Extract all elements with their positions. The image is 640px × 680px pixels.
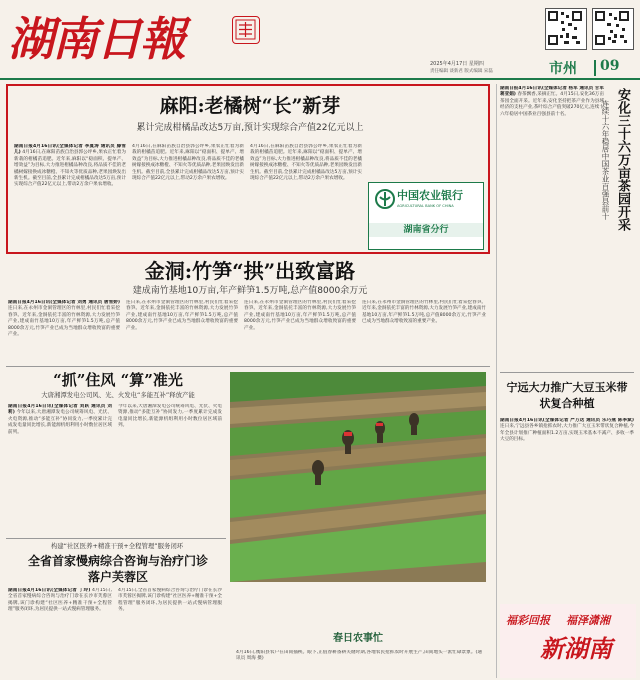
masthead-rule — [0, 78, 640, 80]
lead-headline: 麻阳:老橘树“长”新芽 — [159, 95, 341, 117]
story4-body-text: 4月15日,全省首家慢病综合咨询与治疗门诊在长沙市芙蓉区揭牌,该门诊构建“社区医养+精准干预+全程管理”服务闭环,为居民提供一站式慢病管理服务。 — [118, 588, 222, 613]
section-name: 市州 — [549, 61, 577, 77]
lead-subhead: 累计完成柑橘品改达5万亩,预计实现综合产值22亿元以上 — [136, 123, 364, 133]
story2-body-col3 — [244, 300, 356, 362]
bank-advertisement — [368, 182, 484, 250]
section-divider — [594, 60, 596, 76]
lead-body-text: 4月16日,在麻阳苗族自治县郭公坪乡,果农正忙着为新栽的柑橘苗追肥。近年来,麻阳以“稳面积、提单产、增效益”为目标,大力推进柑橘品种改良,将品质不佳的老橘树嫁接换成冰糖橙、不知火等优质品种,老果园焕发出新生机。截至目前,全县累计完成柑橘品改达5万亩,预计实现综合产值22亿元以上,带动2万余户果农增收。 — [14, 150, 126, 188]
newspaper-logo: 湖南日報 — [8, 12, 184, 66]
story2-body-col4 — [362, 300, 486, 362]
story2-dateline: 湖南日报4月16日讯(全媒体记者 刘勇 通讯员 唐雪娇) — [8, 300, 120, 305]
story2-body-text: 连日来,在永州市金洞管理区的竹林里,村民们忙着采挖春笋。近年来,金洞依托丰富的竹林资源,大力发展竹笋产业,建成南竹基地10万亩,年产鲜笋1.5万吨,总产值8000余万元,竹笋产业已成为当地群众增收致富的重要产业。 — [126, 300, 238, 331]
bank-name-english: AGRICULTURAL BANK OF CHINA — [397, 204, 454, 208]
section-divider — [6, 538, 226, 539]
story2-body-col1 — [8, 300, 120, 362]
story4-dateline: 湖南日报4月16日讯(全媒体记者 丁玲) — [8, 588, 91, 593]
story2-subhead: 建成南竹基地10万亩,年产鲜笋1.5万吨,总产值8000余万元 — [132, 286, 368, 296]
masthead — [0, 0, 640, 78]
story4-body-col2 — [118, 588, 222, 676]
lead-body-text: 4月16日,在麻阳苗族自治县郭公坪乡,果农正忙着为新栽的柑橘苗追肥。近年来,麻阳以“稳面积、提单产、增效益”为目标,大力推进柑橘品种改良,将品质不佳的老橘树嫁接换成冰糖橙、不知火等优质品种,老果园焕发出新生机。截至目前,全县累计完成柑橘品改达5万亩,预计实现综合产值22亿元以上,带动2万余户果农增收。 — [132, 144, 244, 182]
lead-body-text: 4月16日,在麻阳苗族自治县郭公坪乡,果农正忙着为新栽的柑橘苗追肥。近年来,麻阳以“稳面积、提单产、增效益”为目标,大力推进柑橘品种改良,将品质不佳的老橘树嫁接换成冰糖橙、不知火等优质品种,老果园焕发出新生机。截至目前,全县累计完成柑橘品改达5万亩,预计实现综合产值22亿元以上,带动2万余户果农增收。 — [250, 144, 362, 182]
story4-headline: 全省首家慢病综合咨询与治疗门诊落户芙蓉区 — [28, 554, 209, 584]
story4-kicker: 构建“社区医养+精准干预+全程管理”服务闭环 — [50, 542, 184, 550]
story2-headline: 金洞:竹笋“拱”出致富路 — [144, 259, 356, 283]
story3-body-col2 — [118, 404, 222, 534]
seal-logo — [232, 16, 260, 44]
photo-caption: 4月16日,衡阳县农户在田间插秧。眼下,正值春耕备耕关键时期,各地农民抢抓农时开展生产,田间地头一派忙碌景象。(通讯员 周海 摄) — [236, 650, 482, 662]
farming-photo-image — [230, 372, 486, 582]
story3-body-text: 今年以来,大唐湘潭发电公司统筹风电、光伏、火电资源,推动“多能互补”协同发力,一季度累计完成发电量同比增长,新能源机组利用小时数位居区域前列。 — [118, 404, 222, 429]
column-divider — [496, 84, 497, 678]
story6-body — [500, 418, 634, 598]
story4-body-text: 4月15日,全省首家慢病综合咨询与治疗门诊在长沙市芙蓉区揭牌,该门诊构建“社区医养+精准干预+全程管理”服务闭环,为居民提供一站式慢病管理服务。 — [8, 588, 112, 613]
qr-code-icon — [592, 8, 634, 50]
story6-body-text: 连日来,宁远县各乡镇抢抓农时,大力推广大豆玉米带状复合种植,今年全县计划推广种植面积1.2万亩,实现玉米基本不减产、多收一季大豆的目标。 — [500, 424, 634, 443]
story5-body-col1 — [500, 86, 604, 368]
promo-line1: 福彩回报 — [506, 614, 550, 627]
bank-logo-icon — [375, 189, 395, 209]
story3-body-col1 — [8, 404, 112, 534]
story5-dateline: 湖南日报4月16日讯(全媒体记者 杨军 通讯员 甘军 蒋亚娟) — [500, 86, 604, 98]
photo-title: 春日农事忙 — [333, 633, 383, 644]
story2-body-text: 连日来,在永州市金洞管理区的竹林里,村民们忙着采挖春笋。近年来,金洞依托丰富的竹林资源,大力发展竹笋产业,建成南竹基地10万亩,年产鲜笋1.5万吨,总产值8000余万元,竹笋产业已成为当地群众增收致富的重要产业。 — [244, 300, 356, 331]
qr-code-icon — [545, 8, 587, 50]
lead-body-col3 — [250, 144, 362, 248]
story3-subhead: 大唐湘潭发电公司风、光、火发电“多能互补”释放产能 — [41, 391, 195, 399]
promo-brand: 新湖南 — [540, 634, 612, 663]
story6-headline: 宁远大力推广大豆玉米带状复合种植 — [506, 381, 628, 410]
promo-banner — [500, 604, 636, 678]
bank-name: 中国农业银行 — [397, 189, 463, 202]
page-number: 09 — [600, 58, 620, 74]
story5-body-text: 春茶飘香,采摘正忙。4月15日,安化36万亩茶园全面开采。近年来,安化坚持把茶产业作为县域经济的支柱产业,茶叶综合产值突破270亿元,连续十六年稳居中国茶业百强县前十名。 — [500, 92, 604, 117]
promo-line2: 福泽潇湘 — [566, 614, 610, 627]
section-divider — [500, 372, 634, 373]
editor-line: 责任编辑 谈新君 版式编辑 宋磊 — [430, 69, 493, 74]
date-line: 2025年4月17日 星期四 — [430, 61, 484, 67]
story3-headline: “抓”住风 “算”准光 — [53, 371, 183, 389]
story3-dateline: 湖南日报4月16日讯(全媒体记者 刘跃 通讯员 刘莉) — [8, 404, 112, 416]
lead-body-col2 — [132, 144, 244, 248]
story6-dateline: 湖南日报4月16日讯(全媒体记者 严万达 通讯员 乐巧燕 陈李斌) — [500, 418, 634, 423]
story3-body-text: 今年以来,大唐湘潭发电公司统筹风电、光伏、火电资源,推动“多能互补”协同发力,一季度累计完成发电量同比增长,新能源机组利用小时数位居区域前列。 — [8, 410, 112, 435]
story2-body-text: 连日来,在永州市金洞管理区的竹林里,村民们忙着采挖春笋。近年来,金洞依托丰富的竹林资源,大力发展竹笋产业,建成南竹基地10万亩,年产鲜笋1.5万吨,总产值8000余万元,竹笋产业已成为当地群众增收致富的重要产业。 — [8, 306, 120, 338]
lead-body-col1 — [14, 144, 126, 248]
farming-photo — [230, 372, 486, 582]
story4-body-col1 — [8, 588, 112, 676]
story5-subhead: 连续十六年稳居中国茶业百强县前十 — [601, 100, 610, 220]
lead-dateline: 湖南日报4月16日讯(全媒体记者 李夏涛 通讯员 滕雪儿) — [14, 144, 126, 156]
section-divider — [6, 366, 490, 367]
story2-body-col2 — [126, 300, 238, 362]
story2-body-text: 连日来,在永州市金洞管理区的竹林里,村民们忙着采挖春笋。近年来,金洞依托丰富的竹林资源,大力发展竹笋产业,建成南竹基地10万亩,年产鲜笋1.5万吨,总产值8000余万元,竹笋产业已成为当地群众增收致富的重要产业。 — [362, 300, 486, 325]
bank-branch: 湖南省分行 — [369, 223, 483, 237]
story5-headline: 安化三十六万亩茶园开采 — [615, 88, 630, 231]
